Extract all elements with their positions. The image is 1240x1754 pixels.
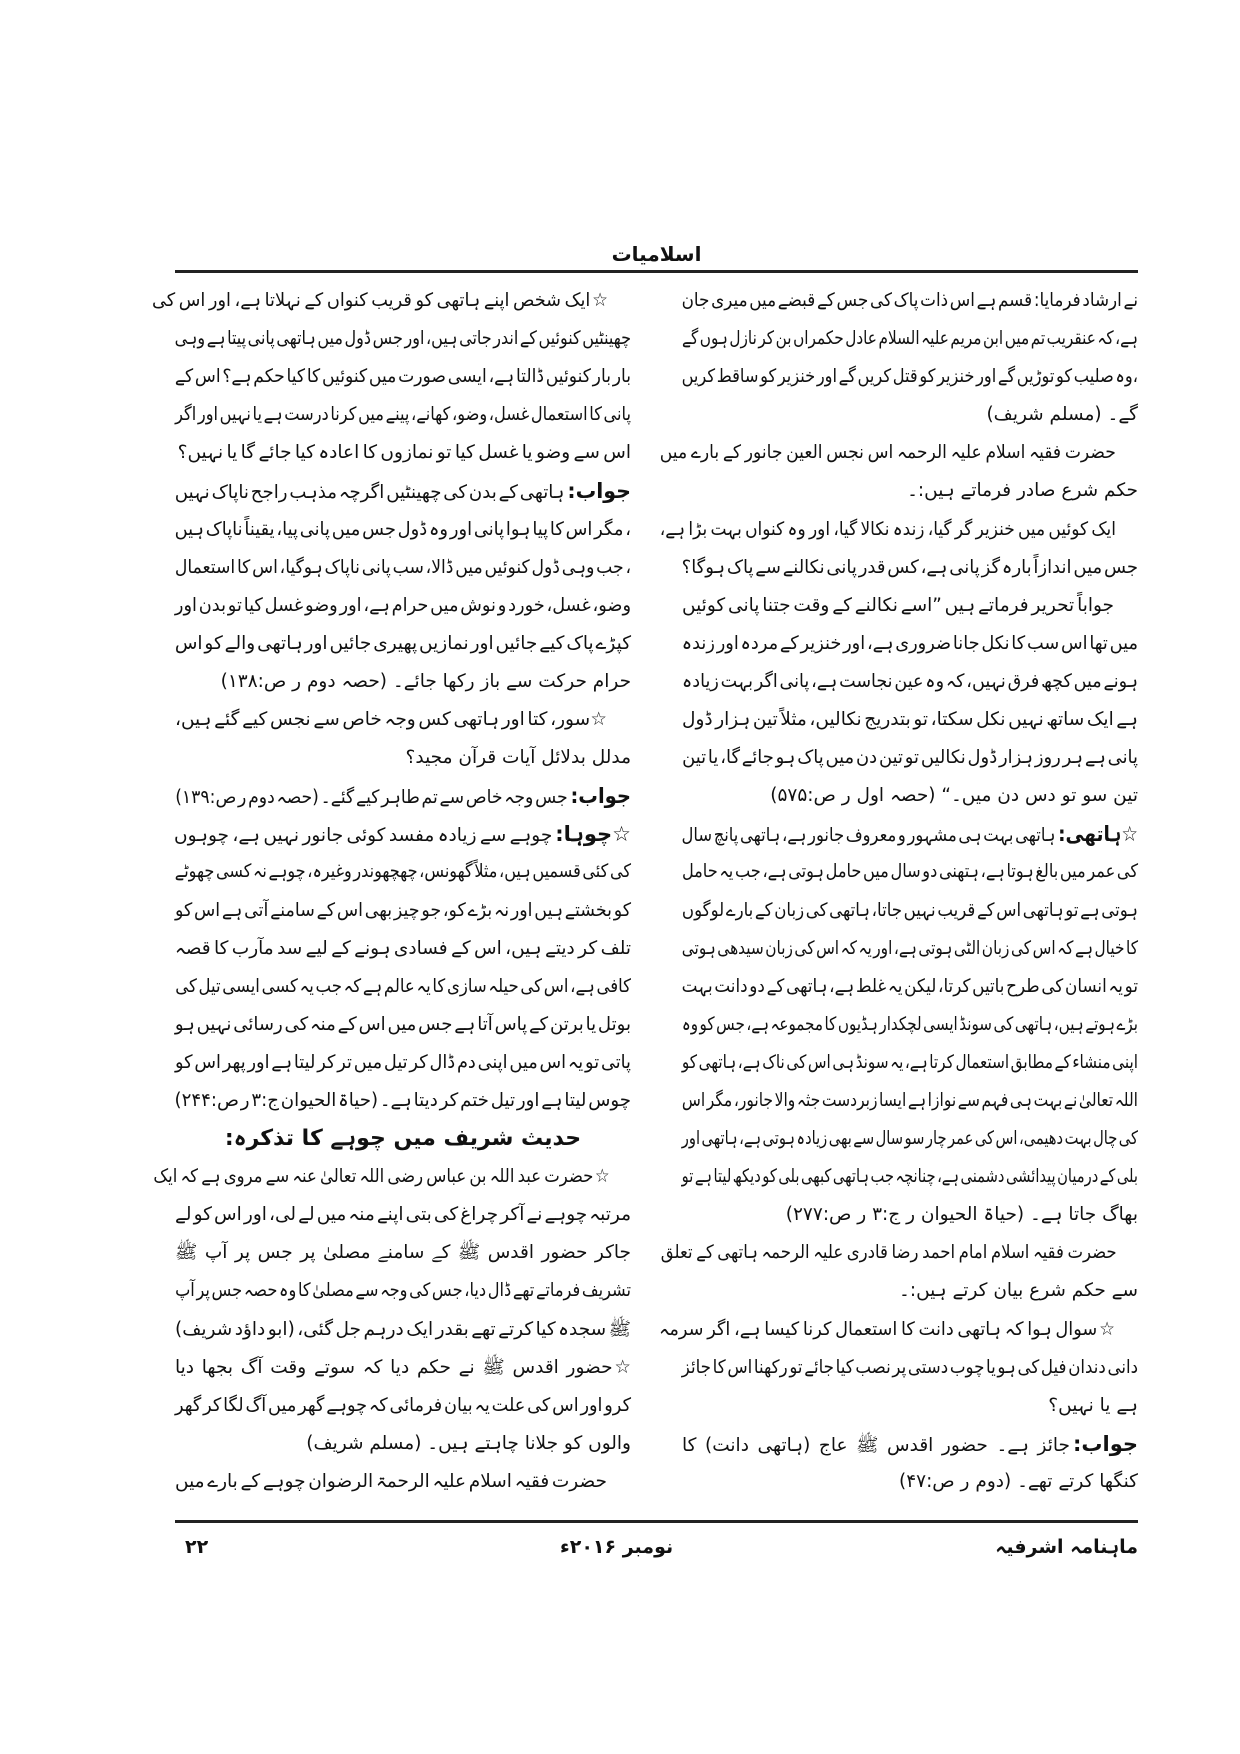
text-line [175,1196,631,1234]
text-line [175,511,631,549]
text-line [682,282,1138,320]
line-text: نے ارشاد فرمایا: قسم ہے اس ذات پاک کی جس کے قبضے میں میری جان [681,290,1138,311]
line-text: حدیث شریف میں چوہے کا تذکرہ: [224,1126,582,1152]
text-line [682,1006,1138,1044]
text-line [175,1044,631,1082]
text-line [682,1387,1138,1425]
line-text: ہاتھی بہت ہی مشہور و معروف جانور ہے، ہاتھی پانچ سال [681,825,1056,847]
text-line [659,1311,1138,1349]
text-line [152,282,631,320]
line-text: چوس لیتا ہے اور تیل ختم کر دیتا ہے۔ (حیاۃ الحیوان ج:۳ ر ص:۲۴۴) [174,1089,631,1111]
footer-issue-date: نومبر ۲۰۱۶ء [560,1536,674,1558]
line-text: بڑے ہوتے ہیں، ہاتھی کی سونڈ ایسی لچکدار ہڈیوں کا مجموعہ ہے، جس کو وہ [681,1013,1138,1035]
text-line [175,968,631,1006]
line-text: جاکر حضور اقدس ﷺ کے سامنے مصلیٰ پر جس پر آپ ﷺ [175,1242,631,1264]
bold-label: جواب: [1073,1431,1138,1456]
text-line [682,1425,1138,1463]
line-text: حرام حرکت سے باز رکھا جائے۔ (حصہ دوم ر ص:۱۳۸) [220,670,631,692]
line-text: دانی دندان فیل کی ہو یا چوب دستی پر نصب کیا جائے تو رکھنا اس کا جائز [681,1356,1138,1378]
line-text: ☆ایک شخص اپنے ہاتھی کو قریب کنواں کے نہلاتا ہے، اور اس کی [152,290,609,311]
line-text: کافی ہے، اس کی حیلہ سازی کا یہ عالم ہے کہ جب یہ کسی ایسی تیل کی [175,975,631,997]
text-line [175,472,631,510]
text-line [175,1349,631,1387]
line-text: چھینٹیں کنوئیں کے اندر جاتی ہیں، اور جس ڈول میں ہاتھی پانی پیتا ہے وہی [174,328,632,350]
text-line [682,1272,1138,1310]
line-text: کرو اور اس کی علت یہ بیان فرمائی کہ چوہے گھر میں آگ لگا کر گھر [174,1394,631,1416]
text-line [682,892,1138,930]
text-line [682,1463,1138,1501]
line-text: جواباً تحریر فرماتے ہیں ”اسے نکالنے کے وقت جتنا پانی کوئیں [682,594,1114,616]
footer-rule [175,1520,1138,1523]
text-line [682,587,1138,625]
bold-label: جواب: [567,479,631,504]
text-line [682,1158,1138,1196]
line-text: چوہے سے زیادہ مفسد کوئی جانور نہیں ہے، چوہوں [174,825,553,847]
line-text: ☆حضرت عبد اللہ بن عباس رضی اللہ تعالیٰ عنہ سے مروی ہے کہ ایک [153,1166,610,1188]
text-line [682,1196,1138,1234]
line-text: ایک کوئیں میں خنزیر گر گیا، زندہ نکالا گیا، اور وہ کنواں بہت بڑا ہے، [659,518,1116,540]
line-text: میں تھا اس سب کا نکل جانا ضروری ہے، اور خنزیر کے مردہ اور زندہ [681,632,1138,654]
text-line [682,472,1138,510]
line-text: حضرت فقیہ اسلام امام احمد رضا قادری علیہ الرحمہ ہاتھی کے تعلق [660,1242,1117,1264]
line-text: بار بار کنوئیں ڈالتا ہے، ایسی صورت میں کنوئیں کا کیا حکم ہے؟ اس کے [174,366,631,388]
text-line [175,1234,631,1272]
text-line [175,853,631,891]
text-line [175,1006,631,1044]
bold-label: ☆ہاتھی: [1058,822,1138,847]
line-text: ، مگر اس کا پیا ہوا پانی اور وہ ڈول جس میں پانی پیا، یقیناً ناپاک ہیں [174,518,632,540]
line-text: ہونے میں کچھ فرق نہیں، کہ وہ عین نجاست ہے، پانی اگر بہت زیادہ [682,670,1138,692]
line-text: ہوتی ہے تو ہاتھی اس کے قریب نہیں جاتا، ہاتھی کی زبان کے بارے لوگوں [681,899,1138,921]
text-line [660,434,1138,472]
text-line [175,1311,631,1349]
text-line [175,549,631,587]
line-text: تو یہ انسان کی طرح باتیں کرتا، لیکن یہ غلط ہے، ہاتھی کے دو دانت بہت [681,975,1138,997]
line-text: جس وجہ خاص سے تم طاہر کیے گئے۔ (حصہ دوم ر ص:۱۳۹) [175,787,568,809]
text-line [682,358,1138,396]
line-text: تشریف فرماتے تھے ڈال دیا، جس کی وجہ سے مصلیٰ کا وہ حصہ جس پر آپ [175,1280,631,1302]
line-text: بوتل یا برتن کے پاس آتا ہے جس میں اس کے منہ کی رسائی نہیں ہو [174,1013,631,1035]
text-line [175,701,631,739]
line-text: ☆سوال ہوا کہ ہاتھی دانت کا استعمال کرنا کیسا ہے، اگر سرمہ [659,1318,1116,1340]
text-line [175,434,631,472]
footer-page-number: ۲۲ [185,1536,209,1558]
line-text: تلف کر دیتے ہیں، اس کے فسادی ہونے کے لیے سد مآرب کا قصہ [174,937,631,959]
right-column [659,282,1138,1501]
line-text: کپڑے پاک کیے جائیں اور نمازیں پھیری جائیں اور ہاتھی والے کو اس [174,632,631,654]
text-line [175,663,631,701]
line-text: کنگھا کرتے تھے۔ (دوم ر ص:۴۷) [898,1470,1138,1492]
text-line [175,320,631,358]
line-text: مرتبہ چوہے نے آکر چراغ کی بتی اپنے منہ میں لے لی، اور اس کو لے [175,1204,631,1226]
line-text: ہے ایک ساتھ نہیں نکل سکتا، تو بتدریج نکالیں، مثلاً تین ہزار ڈول [682,709,1138,731]
text-line [175,930,631,968]
text-line [682,663,1138,701]
text-line [175,1425,631,1463]
line-text: ہے، کہ عنقریب تم میں ابن مریم علیہ السلام عادل حکمراں بن کر نازل ہوں گے [682,328,1138,350]
line-text: بلی کے درمیان پیدائشی دشمنی ہے، چنانچہ جب ہاتھی کبھی بلی کو دیکھ لیتا ہے تو [681,1166,1138,1188]
line-text: ﷺ سجدہ کیا کرتے تھے بقدر ایک درہم جل گئی، (ابو داؤد شریف) [175,1318,631,1340]
line-text: پاتی تو یہ اس میں اپنی دم ڈال کر تیل میں تر کر لیتا ہے اور پھر اس کو [174,1051,631,1073]
line-text: اس سے وضو یا غسل کیا تو نمازوں کا اعادہ کیا جائے گا یا نہیں؟ [177,442,631,464]
line-text: ،وہ صلیب کو توڑیں گے اور خنزیر کو قتل کریں گے اور خنزیر کو ساقط کریں [681,366,1138,388]
line-text: وضو، غسل، خورد و نوش میں حرام ہے، اور وضو غسل کیا تو بدن اور [174,594,631,616]
line-text: حضرت فقیہ اسلام علیہ الرحمۃ الرضوان چوہے کے بارے میں [175,1470,607,1492]
line-text: سے حکم شرع بیان کرتے ہیں:۔ [899,1280,1138,1302]
line-text: کا خیال ہے کہ اس کی زبان الٹی ہوتی ہے، اور یہ کہ اس کی زبان سیدھی ہوتی [681,937,1138,959]
line-text: اللہ تعالیٰ نے بہت ہی فہم سے نوازا ہے ایسا زبردست جثہ والا جانور، مگر اس [681,1089,1138,1111]
line-text: بھاگ جاتا ہے۔ (حیاۃ الحیوان ر ج:۳ ر ص:۲۷۷) [785,1204,1138,1226]
text-line [175,815,631,853]
footer-magazine-name: ماہنامہ اشرفیہ [995,1536,1138,1558]
text-line [682,930,1138,968]
bold-label: ☆چوہا: [555,822,631,847]
text-line [175,625,631,663]
text-line [153,1158,631,1196]
left-column [152,282,632,1501]
text-line [175,1387,631,1425]
text-line [682,625,1138,663]
line-text: پانی کا استعمال غسل، وضو، کھانے، پینے میں کرنا درست ہے یا نہیں اور اگر [175,404,631,426]
line-text: ، جب وہی ڈول کنوئیں میں ڈالا، سب پانی ناپاک ہوگیا، اس کا استعمال [174,556,631,578]
line-text: اپنی منشاء کے مطابق استعمال کرتا ہے، یہ سونڈ ہی اس کی ناک ہے، ہاتھی کو [681,1051,1138,1073]
text-line [682,1120,1138,1158]
text-line [682,1349,1138,1387]
text-line [682,701,1138,739]
text-line [682,396,1138,434]
line-text: گے۔ (مسلم شریف) [986,404,1138,426]
line-text: کی عمر میں بالغ ہوتا ہے، ہتھنی دو سال میں حامل ہوتی ہے، جب یہ حامل [681,861,1138,883]
text-line [175,587,631,625]
text-line [682,1044,1138,1082]
line-text: ہاتھی کے بدن کی چھینٹیں اگرچہ مذہب راجح ناپاک نہیں [174,482,565,504]
line-text: مدلل بدلائل آیات قرآن مجید؟ [405,747,631,769]
line-text: کی کئی قسمیں ہیں، مثلاً گھونس، چھچھوندر وغیرہ، چوہے نہ کسی چھوٹے [174,861,631,883]
text-line [175,396,631,434]
line-text: جس میں اندازاً بارہ گز پانی ہے، کس قدر پانی نکالنے سے پاک ہوگا؟ [681,556,1138,578]
text-line [175,358,631,396]
text-line [682,739,1138,777]
line-text: ہے یا نہیں؟ [1048,1394,1138,1416]
text-line [682,815,1138,853]
line-text: کی چال بہت دھیمی، اس کی عمر چار سو سال سے بھی زیادہ ہوتی ہے، ہاتھی اور [681,1128,1138,1150]
line-text: جائز ہے۔ حضور اقدس ﷺ عاج (ہاتھی دانت) کا [682,1434,1070,1456]
text-line [682,1082,1138,1120]
line-text: ☆حضور اقدس ﷺ نے حکم دیا کہ سوتے وقت آگ بجھا دیا [175,1356,631,1378]
text-line [682,968,1138,1006]
text-line [660,511,1138,549]
line-text: حکم شرع صادر فرماتے ہیں:۔ [907,480,1138,502]
text-line [682,320,1138,358]
text-line [682,777,1138,815]
header-rule [175,270,1138,273]
text-line [175,739,631,777]
text-line [175,777,631,815]
line-text: کو بخشتے ہیں اور نہ بڑے کو، جو چیز بھی اس کے سامنے آتی ہے اس کو [174,899,631,921]
text-line [175,1272,631,1310]
text-line [175,892,631,930]
section-title: اسلامیات [611,242,702,266]
text-line [682,549,1138,587]
line-text: پانی ہے ہر روز ہزار ڈول نکالیں تو تین دن میں پاک ہو جائے گا، یا تین [682,747,1138,769]
text-line [682,853,1138,891]
line-text: والوں کو جلانا چاہتے ہیں۔ (مسلم شریف) [306,1432,631,1454]
bold-label: جواب: [570,784,631,809]
line-text: ☆سور، کتا اور ہاتھی کس وجہ خاص سے نجس کیے گئے ہیں، [175,709,607,731]
section-heading [175,1120,631,1158]
text-line [661,1234,1138,1272]
text-line [175,1082,631,1120]
text-line [175,1463,631,1501]
line-text: حضرت فقیہ اسلام علیہ الرحمہ اس نجس العین جانور کے بارے میں [659,442,1116,464]
line-text: تین سو تو دس دن میں۔“ (حصہ اول ر ص:۵۷۵) [770,785,1138,807]
